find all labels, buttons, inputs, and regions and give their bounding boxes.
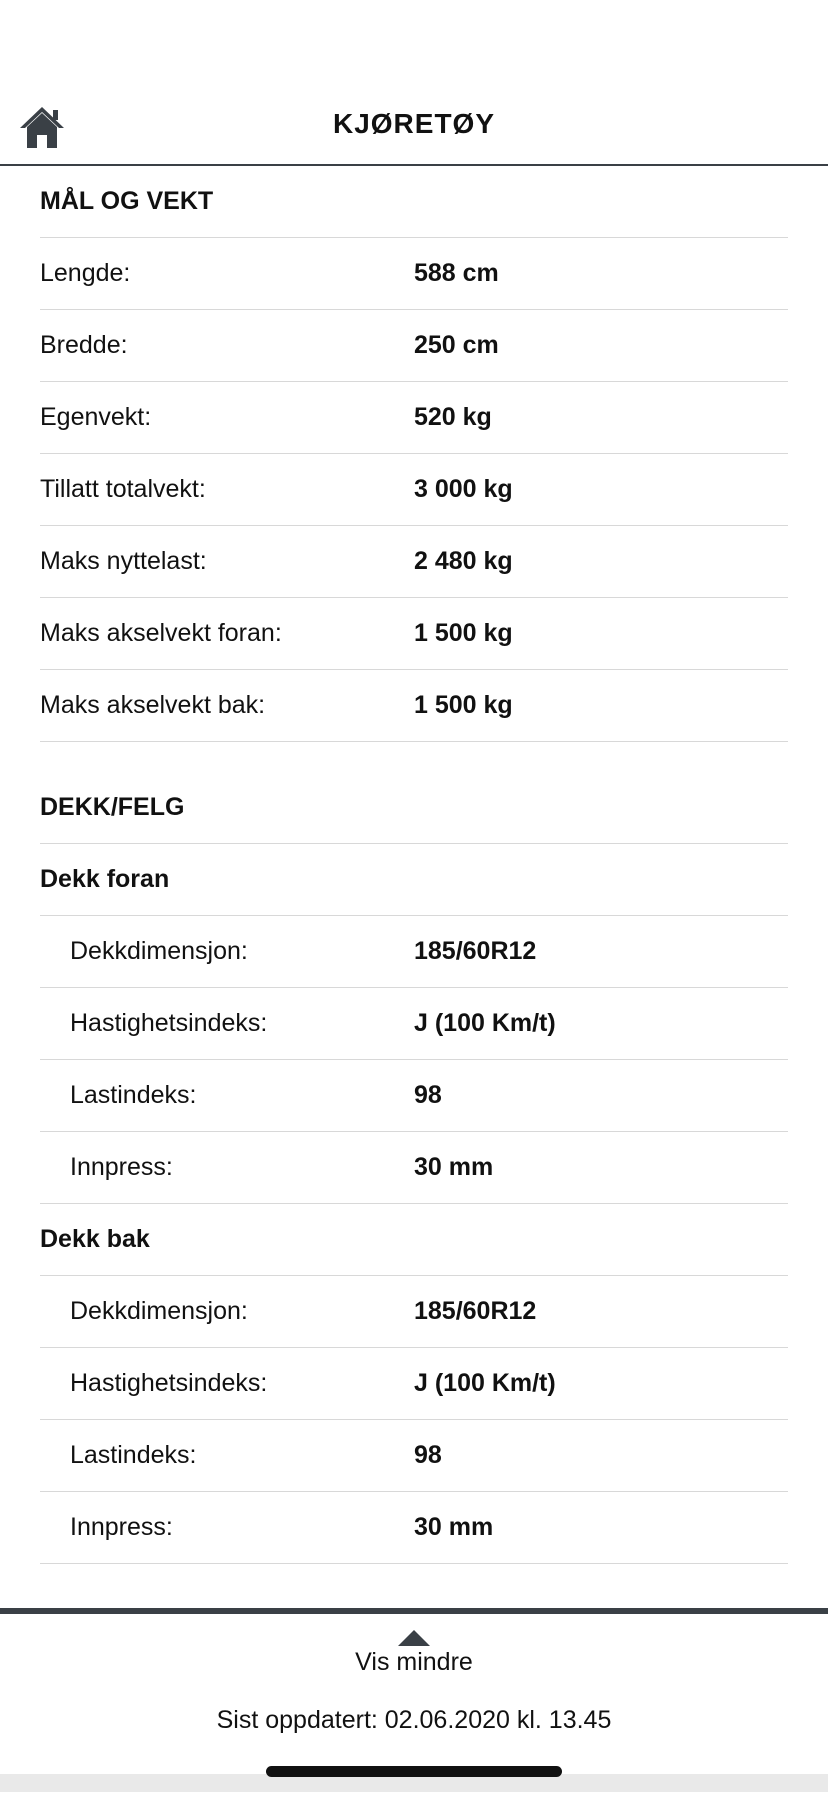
caret-up-icon bbox=[398, 1630, 430, 1646]
spec-value: 185/60R12 bbox=[414, 1297, 537, 1325]
spec-row-payload bbox=[40, 526, 788, 598]
spec-value: 2 480 kg bbox=[414, 547, 513, 575]
spec-label: Lastindeks: bbox=[70, 1081, 197, 1109]
spec-row-rear-load-index bbox=[40, 1420, 788, 1492]
spec-value: 3 000 kg bbox=[414, 475, 513, 503]
show-less-label: Vis mindre bbox=[355, 1648, 473, 1676]
spec-label: Maks akselvekt bak: bbox=[40, 691, 266, 719]
spec-label: Hastighetsindeks: bbox=[70, 1369, 268, 1397]
spec-value: 30 mm bbox=[414, 1153, 494, 1181]
spec-row-rear-axle bbox=[40, 670, 788, 742]
spec-row-rear-speed-index bbox=[40, 1348, 788, 1420]
section-gap bbox=[40, 742, 788, 772]
spec-value: 98 bbox=[414, 1441, 442, 1469]
spec-value: 185/60R12 bbox=[414, 937, 537, 965]
spec-label: Maks nyttelast: bbox=[40, 547, 207, 575]
spec-label: Hastighetsindeks: bbox=[70, 1009, 268, 1037]
spec-row-rear-offset bbox=[40, 1492, 788, 1564]
spec-row-front-dimension bbox=[40, 916, 788, 988]
subsection-title-rear-tires: Dekk bak bbox=[40, 1204, 788, 1276]
spec-label: Tillatt totalvekt: bbox=[40, 475, 206, 503]
spec-label: Dekkdimensjon: bbox=[70, 937, 248, 965]
spec-value: 30 mm bbox=[414, 1513, 494, 1541]
last-updated-text: Sist oppdatert: 02.06.2020 kl. 13.45 bbox=[216, 1706, 612, 1734]
spec-label: Bredde: bbox=[40, 331, 128, 359]
spec-value: 1 500 kg bbox=[414, 691, 513, 719]
subsection-title-front-tires: Dekk foran bbox=[40, 844, 788, 916]
home-indicator[interactable] bbox=[266, 1766, 562, 1777]
spec-row-front-axle bbox=[40, 598, 788, 670]
page-title: KJØRETØY bbox=[332, 108, 496, 139]
spec-value: 520 kg bbox=[414, 403, 492, 431]
spec-label: Innpress: bbox=[70, 1513, 173, 1541]
spec-row-length bbox=[40, 238, 788, 310]
spec-value: 1 500 kg bbox=[414, 619, 513, 647]
app-header bbox=[0, 0, 828, 166]
section-title-weight: MÅL OG VEKT bbox=[40, 166, 788, 238]
spec-value: 250 cm bbox=[414, 331, 499, 359]
spec-row-front-offset bbox=[40, 1132, 788, 1204]
spec-row-width bbox=[40, 310, 788, 382]
spec-row-curb-weight bbox=[40, 382, 788, 454]
spec-value: 98 bbox=[414, 1081, 442, 1109]
spec-label: Innpress: bbox=[70, 1153, 173, 1181]
show-less-button[interactable] bbox=[0, 1630, 828, 1677]
spec-value: 588 cm bbox=[414, 259, 499, 287]
spec-value: J (100 Km/t) bbox=[414, 1009, 556, 1037]
spec-label: Lengde: bbox=[40, 259, 131, 287]
spec-row-total-weight bbox=[40, 454, 788, 526]
spec-label: Egenvekt: bbox=[40, 403, 152, 431]
spec-row-rear-dimension bbox=[40, 1276, 788, 1348]
spec-value: J (100 Km/t) bbox=[414, 1369, 556, 1397]
vehicle-details bbox=[40, 166, 788, 1564]
spec-row-front-load-index bbox=[40, 1060, 788, 1132]
spec-label: Lastindeks: bbox=[70, 1441, 197, 1469]
spec-row-front-speed-index bbox=[40, 988, 788, 1060]
spec-label: Maks akselvekt foran: bbox=[40, 619, 282, 647]
spec-label: Dekkdimensjon: bbox=[70, 1297, 248, 1325]
section-title-tires: DEKK/FELG bbox=[40, 772, 788, 844]
